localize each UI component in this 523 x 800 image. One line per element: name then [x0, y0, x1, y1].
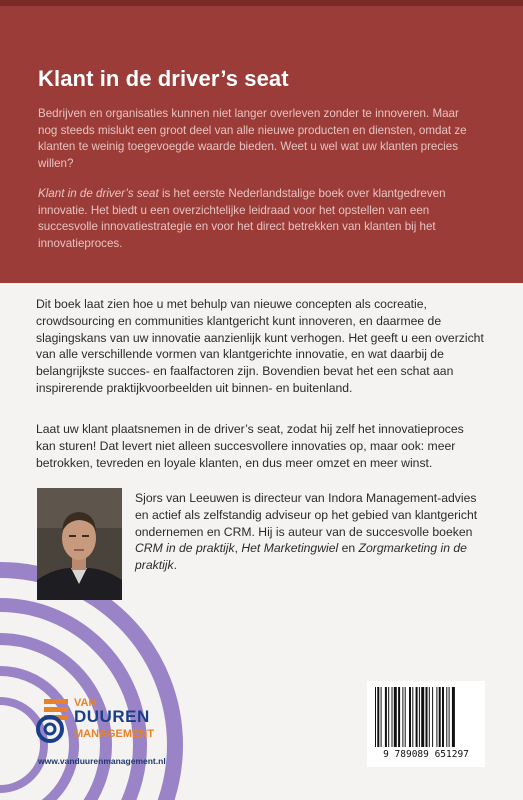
book-title-3: Zorgmarketing in de praktijk: [135, 541, 467, 573]
separator-2: en: [338, 541, 359, 556]
barcode: [367, 681, 485, 767]
author-photo: [37, 488, 122, 600]
publisher-url: www.vanduurenmanagement.nl: [38, 756, 166, 766]
publisher-logo: [36, 697, 186, 747]
top-edge: [0, 0, 523, 6]
intro-paragraph-2: [38, 186, 478, 252]
separator-1: ,: [234, 541, 242, 556]
author-bio-text: Sjors van Leeuwen is directeur van Indora Management-advies en actief als zelfstandig adviseur op het gebied van klantgericht ondernemen en CRM. Hij is auteur van de succesvolle boeken: [135, 491, 478, 539]
top-band: [0, 0, 523, 283]
cover-title: Klant in de driver’s seat: [38, 66, 289, 91]
book-title-2: Het Marketingwiel: [241, 541, 339, 556]
bio-end: .: [173, 558, 177, 573]
body-paragraph-1: Dit boek laat zien hoe u met behulp van nieuwe concepten als cocreatie, crowdsourcing en communities klantgericht kunt innoveren, en daarmee de slagingskans van uw innovatie aanzienlijk kunt verhogen. Het geeft u een overzicht van alle verschillende vormen van klantgerichte innovatie, en wat daarbij de belangrijkste succes- en faalfactoren zijn. Bovendien bevat het een schat aan inspirerende praktijkvoorbeelden uit binnen- en buitenland.: [36, 297, 484, 395]
logo-text-duuren: DUUREN: [74, 707, 150, 726]
book-title-1: CRM in de praktijk: [135, 541, 235, 556]
intro-book-title: Klant in de driver’s seat: [38, 187, 159, 200]
barcode-bars: [375, 687, 477, 747]
publisher-logo-icon: [36, 699, 72, 743]
logo-text-management: MANAGEMENT: [74, 728, 155, 740]
logo-text-van: VAN: [74, 697, 97, 709]
intro-paragraph: Bedrijven en organisaties kunnen niet langer overleven zonder te innoveren. Maar nog steeds mislukt een groot deel van alle nieuwe producten en diensten, omdat ze klanten te weinig toegevoegde waarde bieden. Weet u wel wat uw klanten precies willen?: [38, 107, 467, 170]
isbn-number: 9 789089 651297: [383, 749, 469, 760]
intro-paragraph-2-text: is het eerste Nederlandstalige boek over klantgedreven innovatie. Het biedt u een overzichtelijke leidraad voor het opstellen van een succesvolle innovatiestrategie en voor het direct betrekken van klanten bij het innovatieproces.: [38, 187, 446, 250]
author-bio: [135, 490, 480, 574]
body-paragraph-2: Laat uw klant plaatsnemen in de driver’s seat, zodat hij zelf het innovatieproces kan sturen! Dat levert niet alleen succesvollere innovaties op, maar ook: meer betrokken, tevreden en loyale klanten, en dus meer omzet en meer winst.: [36, 422, 464, 470]
